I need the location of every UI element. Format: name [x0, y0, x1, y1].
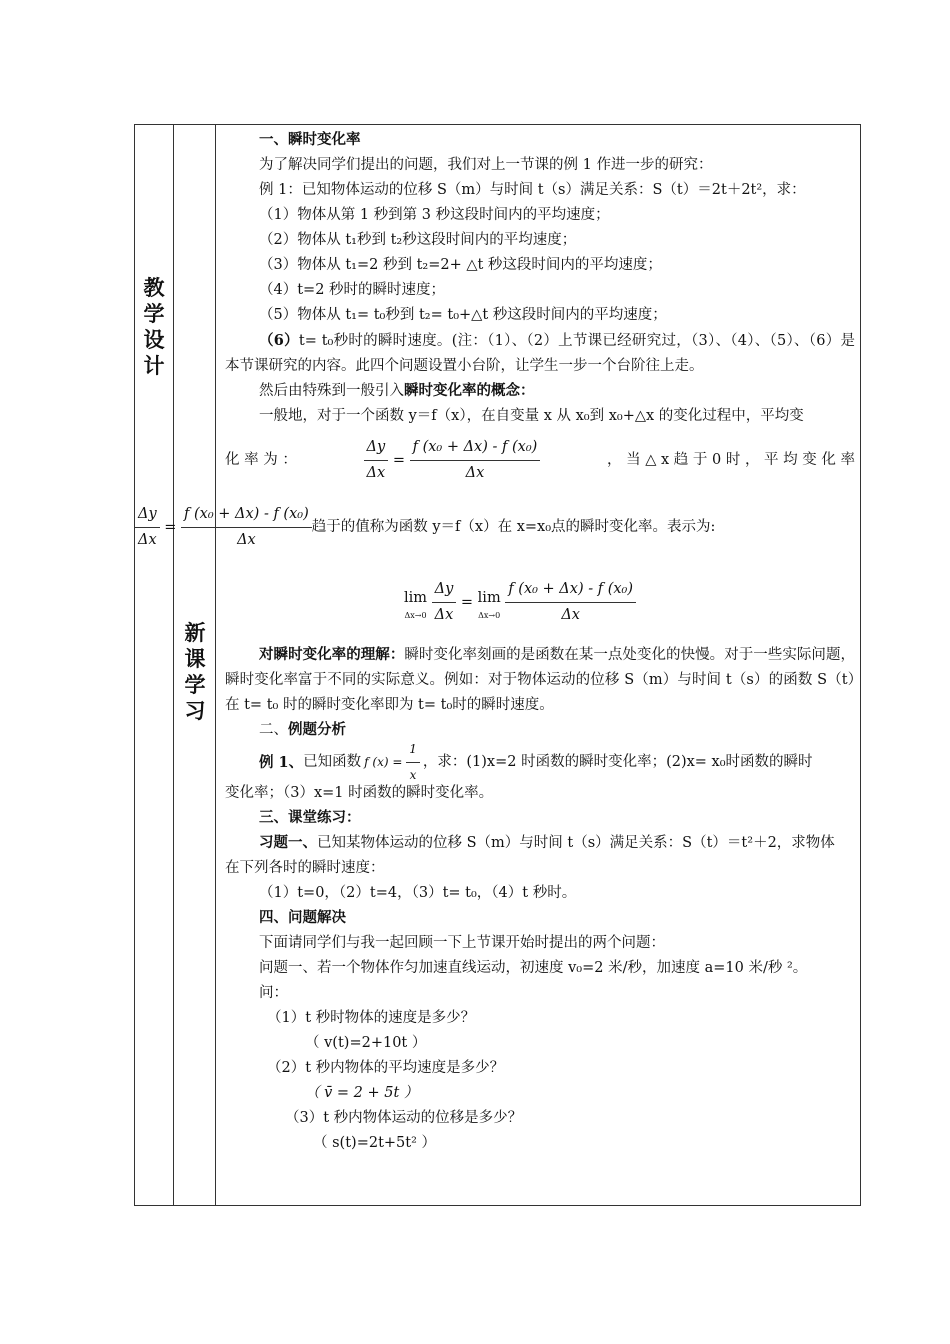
example-line [225, 743, 855, 781]
bold-label: 习题一、 [259, 835, 317, 851]
paragraph: 在下列各时的瞬时速度： [225, 860, 385, 876]
lim-operator: lim Δx→0 [403, 589, 428, 620]
understanding-paragraph [135, 643, 855, 718]
question-6 [225, 328, 855, 379]
side-char: 习 [184, 699, 206, 723]
side-label-teaching-design [141, 275, 167, 379]
rate-tail: ， 当 △ x 趋 于 0 时 ， 平 均 变 化 率 [607, 451, 855, 468]
lesson-table [134, 124, 861, 1206]
rate-line [225, 435, 855, 485]
paragraph: 一般地，对于一个函数 y＝f（x），在自变量 x 从 x₀到 x₀+△x 的变化过程中，平均变 [259, 408, 804, 424]
subquestion-2: （2）t 秒内物体的平均速度是多少？ [267, 1060, 505, 1076]
side-char: 计 [143, 354, 165, 378]
question-6-text: t= t₀秒时的瞬时速度。(注：（1）、（2）上节课已经研究过，（3）、（4）、（5）、（6）是本节课研究的内容。此四个问题设置小台阶，让学生一步一个台阶往上走。 [225, 333, 856, 374]
side-char: 新 [184, 621, 206, 645]
side-char: 教 [143, 276, 165, 300]
paragraph: 变化率；（3）x=1 时函数的瞬时变化率。 [225, 785, 494, 801]
bold-label: 例 1、 [259, 753, 304, 771]
paragraph: 下面请同学们与我一起回顾一下上节课开始时提出的两个问题： [259, 935, 665, 951]
section-heading-2: 二、例题分析 [259, 722, 346, 738]
question-5: （5）物体从 t₁= t₀秒到 t₂= t₀+△t 秒这段时间内的平均速度； [259, 307, 667, 323]
rate-label: 化 率 为 ： [225, 451, 297, 468]
lead-text: 然后由特殊到一般引入 [259, 383, 404, 399]
understanding-text: 瞬时变化率刻画的是函数在某一点处变化的快慢。对于一些实际问题，瞬时变化率富于不同的实际意义。例如：对于物体运动的位移 S（m）与时间 t（s）的函数 S（t）在 t= t₀ 时的瞬时变化率即为 t= t₀时的瞬时速度。 [225, 647, 855, 713]
section-heading-4: 四、问题解决 [259, 910, 346, 926]
paragraph: 问： [259, 985, 288, 1001]
section-heading-3: 三、课堂练习： [259, 810, 361, 826]
function-formula: f (x) = $\frac{1}{x}$ [364, 737, 420, 788]
concept-label: 瞬时变化率的概念： [404, 383, 535, 399]
answer-3: （ s(t)=2t+5t² ） [313, 1135, 437, 1151]
bold-label: 对瞬时变化率的理解： [259, 647, 405, 663]
subquestion-1: （1）t 秒时物体的速度是多少？ [267, 1010, 476, 1026]
bold-label: （6） [259, 332, 299, 349]
fraction-dy-dx: $\frac{\Delta y}{\Delta x}$ [432, 577, 457, 628]
question-1: （1）物体从第 1 秒到第 3 秒这段时间内的平均速度； [259, 207, 610, 223]
fraction-dy-dx: $\frac{\Delta y}{\Delta x}$ [135, 502, 160, 553]
side-char: 课 [184, 647, 206, 671]
answer-2: （ v̄ = 2 + 5t ） [305, 1085, 419, 1101]
section-heading-1: 一、瞬时变化率 [259, 132, 361, 148]
paragraph: 例 1：已知物体运动的位移 S（m）与时间 t（s）满足关系：S（t）＝2t＋2t²，求： [259, 182, 806, 198]
fraction-difference-quotient: $\frac{\text{f (x₀ + Δx) - f (x₀)}}{\Delta x}$ [410, 435, 541, 486]
example-text: ，求：(1)x=2 时函数的瞬时变化率；(2)x= x₀时函数的瞬时 [422, 753, 813, 770]
question-4: （4）t=2 秒时的瞬时速度； [259, 282, 446, 298]
paragraph: 为了解决同学们提出的问题，我们对上一节课的例 1 作进一步的研究： [259, 157, 713, 173]
paragraph: 问题一、若一个物体作匀加速直线运动，初速度 v₀=2 米/秒，加速度 a=10 米/秒 ²。 [259, 960, 808, 976]
side-char: 设 [143, 328, 165, 352]
fraction-difference-quotient: $\frac{\text{f (x₀ + Δx) - f (x₀)}}{\Delta x}$ [505, 577, 636, 628]
subquestion-3: （3）t 秒内物体运动的位移是多少？ [285, 1110, 523, 1126]
answer-1: （ v(t)=2+10t ） [305, 1035, 427, 1051]
side-char: 学 [184, 673, 206, 697]
fraction-difference-quotient: $\frac{\text{f (x₀ + Δx) - f (x₀)}}{\Delta x}$ [181, 502, 312, 553]
lim-operator: lim Δx→0 [477, 589, 501, 620]
paragraph [225, 379, 855, 404]
question-2: （2）物体从 t₁秒到 t₂秒这段时间内的平均速度； [259, 232, 577, 248]
fraction-dy-dx: $\frac{\Delta y}{\Delta x}$ [364, 435, 389, 486]
example-text: 已知函数 [303, 753, 362, 770]
question-3: （3）物体从 t₁=2 秒到 t₂=2+ △t 秒这段时间内的平均速度； [259, 257, 662, 273]
exercise-items: （1）t=0，（2）t=4，（3）t= t₀，（4）t 秒时。 [259, 885, 577, 901]
tends-text: 趋于的值称为函数 y＝f（x）在 x=x₀点的瞬时变化率。表示为: [311, 518, 716, 535]
side-char: 学 [143, 302, 165, 326]
tends-line [135, 499, 855, 555]
avg-rate-formula: $\frac{\Delta y}{\Delta x}$ = $\frac{\text{f (x₀ + Δx) - f (x₀)}}{\Delta x}$ [364, 435, 541, 486]
avg-rate-formula-2: $\frac{\Delta y}{\Delta x}$ = $\frac{\text{f (x₀ + Δx) - f (x₀)}}{\Delta x}$ [135, 502, 312, 553]
lesson-content [138, 128, 856, 1156]
exercise-line: 习题一、已知某物体运动的位移 S（m）与时间 t（s）满足关系：S（t）＝t²＋2，求物体 [259, 835, 835, 851]
limit-formula: lim Δx→0 $\frac{\Delta y}{\Delta x}$ = lim Δx→0 $\frac{\text{f (x₀ + Δx) - f (x₀)}}{\Delta x}$ [225, 577, 855, 639]
